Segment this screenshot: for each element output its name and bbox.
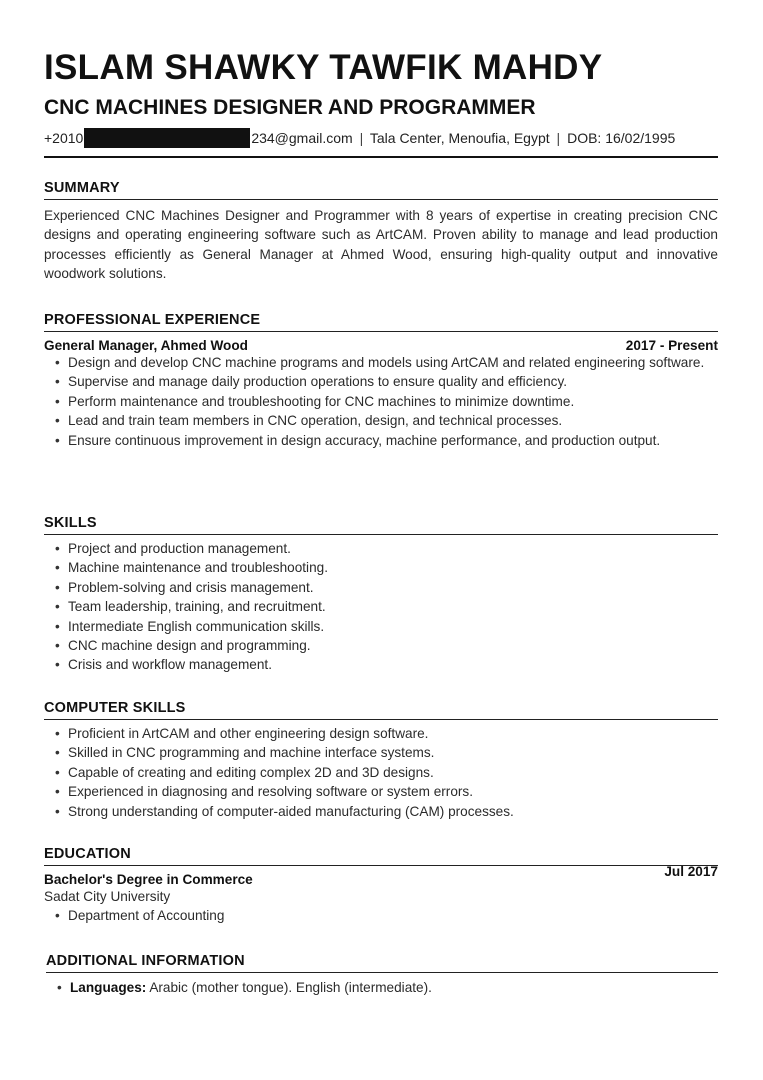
additional-list [46, 978, 718, 997]
skills-section [44, 515, 718, 675]
section-title: PROFESSIONAL EXPERIENCE [44, 312, 718, 332]
list-item: • Intermediate English communication skills. [44, 617, 718, 636]
languages-label: Languages: [70, 980, 147, 995]
list-item: • Proficient in ArtCAM and other engineering design software. [44, 724, 718, 743]
separator: | [359, 130, 364, 146]
list-item [46, 978, 718, 997]
summary-section [44, 180, 718, 283]
computer-skills-section [44, 700, 718, 821]
education-header [44, 864, 718, 887]
job-header [44, 338, 718, 353]
list-item: • CNC machine design and programming. [44, 636, 718, 655]
list-item: • Experienced in diagnosing and resolving software or system errors. [44, 782, 718, 801]
education-bullets [44, 906, 718, 925]
redaction-bar [84, 128, 250, 148]
list-item: • Strong understanding of computer-aided manufacturing (CAM) processes. [44, 802, 718, 821]
list-item: • Team leadership, training, and recruitment. [44, 597, 718, 616]
separator: | [556, 130, 561, 146]
experience-section [44, 312, 718, 450]
location: Tala Center, Menoufia, Egypt [369, 130, 550, 146]
job-position: General Manager, Ahmed Wood [44, 338, 248, 353]
job-bullets [44, 353, 718, 450]
skills-list [44, 539, 718, 675]
education-date: Jul 2017 [664, 864, 718, 879]
list-item: • Capable of creating and editing complex 2D and 3D designs. [44, 763, 718, 782]
list-item: • Lead and train team members in CNC operation, design, and technical processes. [44, 411, 718, 430]
list-item: • Problem-solving and crisis management. [44, 578, 718, 597]
education-section [44, 846, 718, 925]
list-item: • Skilled in CNC programming and machine interface systems. [44, 743, 718, 762]
contact-line [44, 128, 675, 148]
section-title: ADDITIONAL INFORMATION [46, 953, 718, 973]
section-title: COMPUTER SKILLS [44, 700, 718, 720]
languages-value: Arabic (mother tongue). English (intermediate). [149, 980, 432, 995]
job-dates: 2017 - Present [625, 338, 718, 353]
list-item: • Perform maintenance and troubleshooting for CNC machines to minimize downtime. [44, 392, 718, 411]
list-item: • Design and develop CNC machine programs and models using ArtCAM and related engineering software. [44, 353, 718, 372]
additional-section [46, 953, 718, 997]
list-item: • Project and production management. [44, 539, 718, 558]
list-item: • Machine maintenance and troubleshooting. [44, 558, 718, 577]
header-divider [44, 156, 718, 158]
date-of-birth: DOB: 16/02/1995 [567, 130, 676, 146]
list-item: • Ensure continuous improvement in design accuracy, machine performance, and production output. [44, 431, 718, 450]
phone-prefix: +2010 [44, 130, 84, 146]
list-item: • Crisis and workflow management. [44, 655, 718, 674]
section-title: SKILLS [44, 515, 718, 535]
section-title: SUMMARY [44, 180, 718, 200]
email-suffix: 234@gmail.com [251, 130, 353, 146]
candidate-title: CNC MACHINES DESIGNER AND PROGRAMMER [44, 96, 536, 119]
list-item: • Supervise and manage daily production operations to ensure quality and efficiency. [44, 372, 718, 391]
summary-text: Experienced CNC Machines Designer and Programmer with 8 years of expertise in creating precision CNC designs and operating engineering software such as ArtCAM. Proven ability to manage and lead production processes efficiently as General Manager at Ahmed Wood, ensuring high-quality output and innovative woodwork solutions. [44, 208, 718, 281]
section-title: EDUCATION [44, 846, 718, 866]
list-item: • Department of Accounting [44, 906, 718, 925]
candidate-name: ISLAM SHAWKY TAWFIK MAHDY [44, 48, 603, 87]
school: Sadat City University [44, 889, 171, 904]
computer-skills-list [44, 724, 718, 821]
degree: Bachelor's Degree in Commerce [44, 872, 253, 887]
